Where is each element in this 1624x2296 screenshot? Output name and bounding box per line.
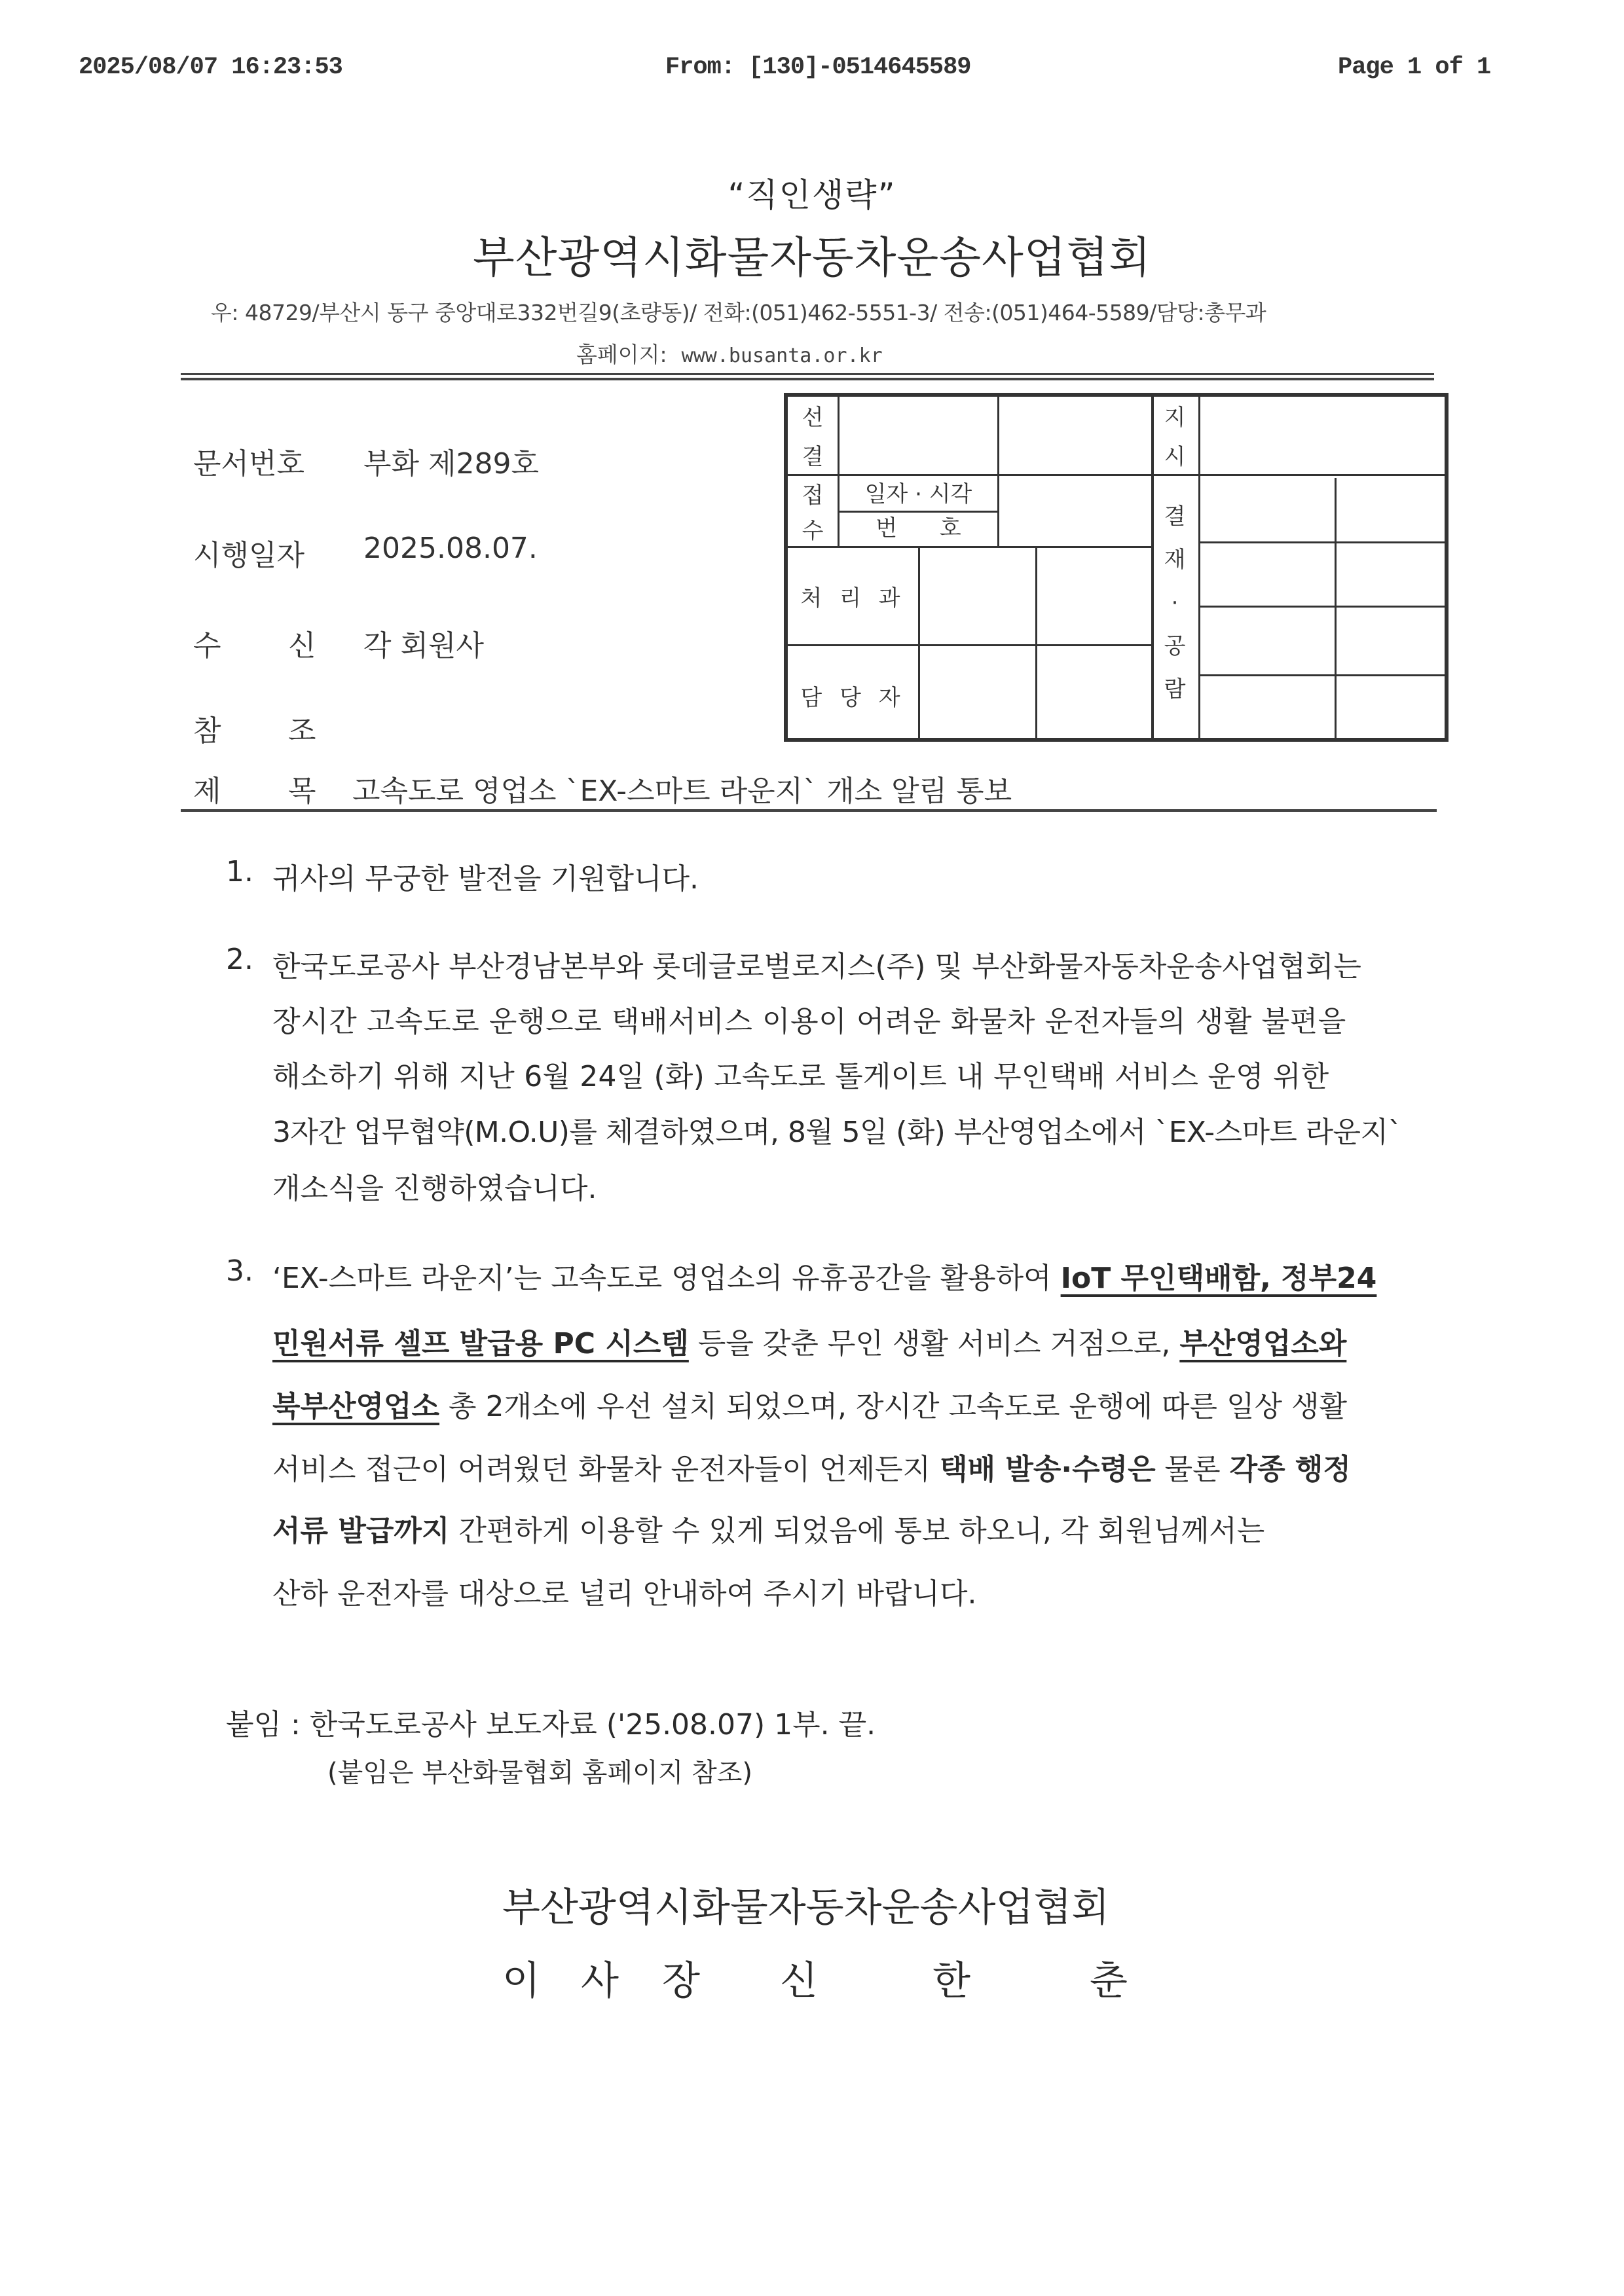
paragraph-2-line: 한국도로공사 부산경남본부와 롯데글로벌로지스(주) 및 부산화물자동차운송사업협회는 [272,950,1361,983]
signature-name-char: 춘 [1090,1958,1128,2004]
processing-dept-label: 처 리 과 [800,585,906,611]
paragraph-1: 귀사의 무궁한 발전을 기원합니다. [272,862,699,896]
paragraph-3-line [272,1383,1347,1425]
table-line [1200,541,1445,543]
p3-text: 물론 [1155,1453,1230,1486]
paragraph-3-number: 3. [226,1254,253,1288]
paragraph-3-line [272,1507,1264,1549]
doc-number: 부화 제289호 [363,447,539,481]
instruction-cell[interactable] [1200,397,1445,474]
recipient-label-1: 수 [193,629,221,663]
paragraph-2-line: 3자간 업무협약(M.O.U)를 체결하였으며, 8월 5일 (화) 부산영업소에서 `EX-스마트 라운지` [272,1116,1402,1149]
doc-number-label: 문서번호 [193,447,305,481]
fax-page-indicator: Page 1 of 1 [1338,54,1491,81]
attachment-line: 붙임 : 한국도로공사 보도자료 ('25.08.07) 1부. 끝. [226,1708,876,1741]
paragraph-2-line: 해소하기 위해 지난 6월 24일 (화) 고속도로 톨게이트 내 무인택배 서비스 운영 위한 [272,1060,1329,1093]
paragraph-3-line [272,1446,1351,1487]
seal-omitted-note: “직인생략” [728,176,896,214]
p3-text: 간편하게 이용할 수 있게 되었음에 통보 하오니, 각 회원님께서는 [449,1514,1265,1548]
recipient-label-2: 신 [288,629,316,663]
number-label: 번 호 [876,515,961,541]
fax-from-number: From: [130]-0514645589 [665,54,971,81]
p3-underlined-iot-lockers: IoT 무인택배함, 정부24 [1060,1262,1377,1295]
paragraph-3-line: 산하 운전자를 대상으로 널리 안내하여 주시기 바랍니다. [272,1577,977,1611]
person-in-charge-cell-1[interactable] [920,646,1035,742]
subject-rule [181,809,1437,812]
table-line [1335,478,1337,742]
fax-datetime: 2025/08/07 16:23:53 [79,54,342,81]
signature-organization: 부산광역시화물자동차운송사업협회 [502,1885,1110,1931]
homepage-label: 홈페이지: [576,342,667,367]
attachment-note: (붙임은 부산화물협회 홈페이지 참조) [327,1758,752,1788]
approval-review-label: 결 재 · 공 람 [1164,503,1186,702]
reference-label-1: 참 [193,714,221,748]
table-line [1200,606,1445,608]
p3-text: 서비스 접근이 어려웠던 화물차 운전자들이 언제든지 [272,1453,940,1486]
p3-text: 등을 갖춘 무인 생활 서비스 거점으로, [688,1327,1180,1360]
subject-label-2: 목 [288,774,316,808]
person-in-charge-cell-2[interactable] [1037,646,1151,742]
signature-name-char: 한 [932,1958,970,2004]
signature-name-line [502,1950,1144,2006]
subject: 고속도로 영업소 `EX-스마트 라운지` 개소 알림 통보 [352,774,1012,808]
p3-text: ‘EX-스마트 라운지’는 고속도로 영업소의 유휴공간을 활용하여 [272,1262,1061,1295]
pre-approval-label: 선 결 [802,405,824,470]
paragraph-3-line [272,1320,1346,1362]
signature-title-char: 사 [581,1958,619,2004]
approval-table [784,393,1449,742]
instruction-label: 지 시 [1164,405,1186,470]
header-rule-thick [181,378,1434,380]
p3-bold-admin: 각종 행정 [1229,1453,1351,1486]
address-line: 우: 48729/부산시 동구 중앙대로332번길9(초량동)/ 전화:(051)462-5551-3/ 전송:(051)464-5589/담당:총무과 [211,300,1266,325]
paragraph-2-line: 개소식을 진행하였습니다. [272,1172,597,1205]
processing-dept-cell-2[interactable] [1037,548,1151,644]
signature-title-char: 장 [662,1958,700,2004]
table-line [1200,674,1445,676]
paragraph-1-number: 1. [226,855,253,888]
receipt-value-cell[interactable] [999,476,1151,546]
homepage-url[interactable]: www.busanta.or.kr [681,344,883,367]
homepage-line [576,338,883,369]
p3-text: 총 2개소에 우선 설치 되었으며, 장시간 고속도로 운행에 따른 일상 생활 [439,1390,1347,1423]
paragraph-2-line: 장시간 고속도로 운행으로 택배서비스 이용이 어려운 화물차 운전자들의 생활 불편을 [272,1005,1346,1038]
table-line [840,511,999,513]
date-label: 시행일자 [193,539,305,572]
pre-approval-cell-2[interactable] [999,397,1151,474]
processing-dept-cell-1[interactable] [920,548,1035,644]
reference-label-2: 조 [288,714,316,748]
subject-label-1: 제 [193,774,221,808]
person-in-charge-label: 담 당 자 [800,685,906,711]
recipient: 각 회원사 [363,629,485,663]
date-time-label: 일자 · 시각 [864,481,972,507]
paragraph-3-line [272,1254,1376,1296]
p3-bold-delivery: 택배 발송·수령은 [940,1453,1156,1486]
receipt-label: 접 수 [802,483,824,544]
organization-title: 부산광역시화물자동차운송사업협회 [472,232,1152,283]
issue-date: 2025.08.07. [363,532,538,565]
p3-underlined-pc-system: 민원서류 셀프 발급용 PC 시스템 [272,1327,689,1360]
header-rule-thin [181,373,1434,375]
p3-underlined-north-busan-office: 북부산영업소 [272,1390,440,1423]
signature-name-char: 신 [780,1958,818,2004]
p3-underlined-busan-office: 부산영업소와 [1179,1327,1347,1360]
paragraph-2-number: 2. [226,943,253,976]
p3-bold-documents: 서류 발급까지 [272,1514,450,1548]
signature-title-char: 이 [502,1958,540,2004]
pre-approval-cell-1[interactable] [840,397,997,474]
